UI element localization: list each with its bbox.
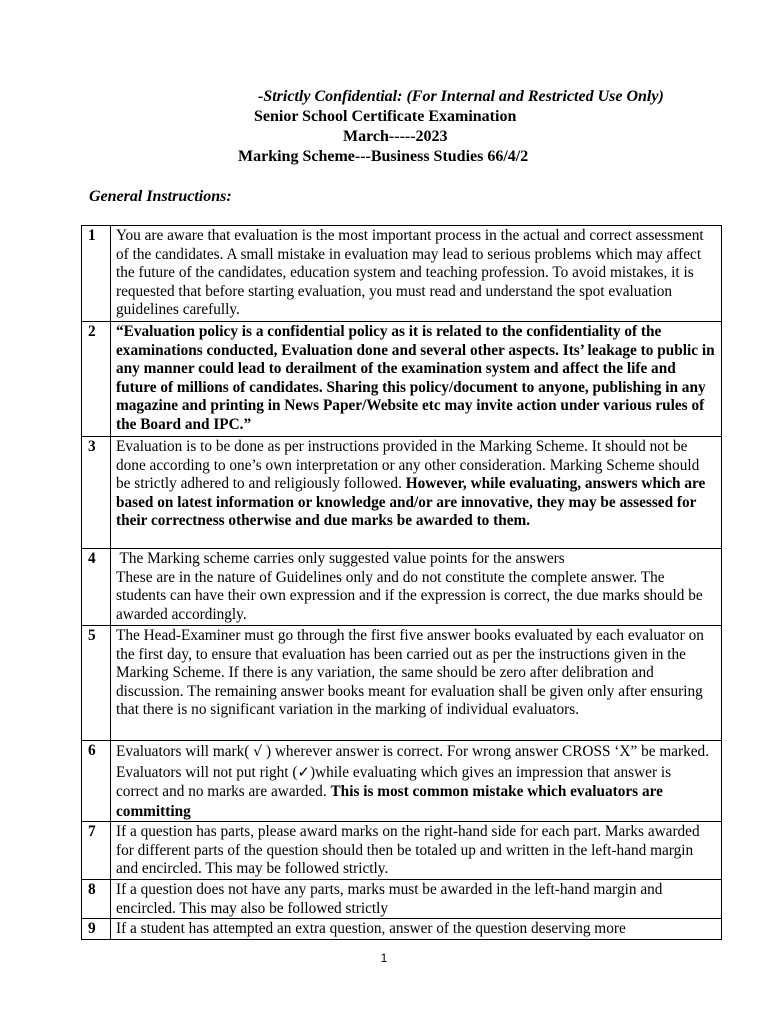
instruction-text: [111, 880, 722, 919]
instruction-number: 9: [82, 919, 111, 940]
instruction-row: [82, 322, 722, 437]
instruction-body: ) wherever answer is correct. For wrong answer CROSS ‘X” be marked. Evaluators will not put right (: [116, 743, 710, 781]
instruction-row: [82, 741, 722, 822]
instruction-body: If a student has attempted an extra question, answer of the question deserving more: [116, 920, 626, 938]
instruction-row: [82, 226, 722, 322]
instruction-row: [82, 822, 722, 880]
instruction-number: 8: [82, 880, 111, 919]
instruction-text: [111, 919, 722, 940]
instruction-text: [111, 549, 722, 626]
instruction-number: 6: [82, 741, 111, 822]
instruction-body-bold: This is most common mistake which evaluators are committing: [116, 783, 663, 820]
instruction-line: The Marking scheme carries only suggested value points for the answers: [116, 550, 565, 567]
instruction-line: These are in the nature of Guidelines only and do not constitute the complete answer. The students can have their own expression and if the expression is correct, the due marks should be awarded accordingly.: [116, 568, 703, 623]
instruction-body: If a question does not have any parts, marks must be awarded in the left-hand margin and encircled. This may also be followed strictly: [116, 881, 663, 917]
instruction-number: 2: [82, 322, 111, 437]
instruction-text: [111, 437, 722, 549]
instruction-text: [111, 322, 722, 437]
instruction-row: [82, 919, 722, 940]
instruction-body-bold: However, while evaluating, answers which are based on latest information or knowledge and/or are innovative, they may be assessed for their correctness otherwise and due marks be awarded to them.: [116, 475, 706, 530]
square-root-mark-icon: √: [253, 744, 263, 760]
instruction-row: [82, 626, 722, 741]
instruction-body: Evaluation is to be done as per instructions provided in the Marking Scheme. It should not be done according to one’s own interpretation or any other consideration. Marking Scheme should be strictly adhered to and religiously followed.: [116, 438, 700, 493]
exam-title: Senior School Certificate Examination: [254, 108, 517, 125]
confidential-notice: -Strictly Confidential: (For Internal and Restricted Use Only): [258, 88, 664, 105]
instruction-text: [111, 626, 722, 741]
instructions-table: [81, 225, 722, 940]
instruction-number: 4: [82, 549, 111, 626]
instruction-number: 5: [82, 626, 111, 741]
instruction-body: The Head-Examiner must go through the first five answer books evaluated by each evaluator on the first day, to ensure that evaluation has been carried out as per the instructions given in the Marking Scheme. If there is any variation, the same should be zero after delibration and discussion. The remaining answer books meant for evaluation shall be given only after ensuring that there is no significant variation in the marking of individual evaluators.: [116, 627, 704, 719]
instruction-number: 1: [82, 226, 111, 322]
instruction-body: Evaluators will mark(: [116, 743, 250, 760]
instruction-number: 3: [82, 437, 111, 549]
instruction-row: [82, 437, 722, 549]
exam-session: March-----2023: [343, 128, 448, 145]
general-instructions-heading: General Instructions:: [89, 188, 232, 205]
instruction-body: If a question has parts, please award marks on the right-hand side for each part. Marks awarded for different parts of the question should then be totaled up and written in the left-hand margin and encircled. This may be followed strictly.: [116, 823, 700, 878]
instruction-body: You are aware that evaluation is the most important process in the actual and correct assessment of the candidates. A small mistake in evaluation may lead to serious problems which may affect the future of the candidates, education system and teaching profession. To avoid mistakes, it is requested that before starting evaluation, you must read and understand the spot evaluation guidelines carefully.: [116, 227, 704, 319]
marking-scheme-title: Marking Scheme---Business Studies 66/4/2: [238, 148, 529, 165]
instruction-row: [82, 880, 722, 919]
instruction-text: [111, 741, 722, 822]
instruction-text: [111, 822, 722, 880]
instruction-row: [82, 549, 722, 626]
instruction-number: 7: [82, 822, 111, 880]
page-number: 1: [380, 951, 388, 965]
instruction-body: )while evaluating which gives an impression that answer is correct and no marks are awarded.: [116, 763, 672, 800]
checkmark-icon: ✓: [297, 762, 310, 781]
instruction-body-bold: “Evaluation policy is a confidential policy as it is related to the confidentiality of the examinations conducted, Evaluation done and several other aspects. Its’ leakage to public in any manner could lead to derailment of the examination system and affect the life and future of millions of candidates. Sharing this policy/document to anyone, publishing in any magazine and printing in News Paper/Website etc may invite action under various rules of the Board and IPC.”: [116, 323, 715, 433]
instruction-text: [111, 226, 722, 322]
